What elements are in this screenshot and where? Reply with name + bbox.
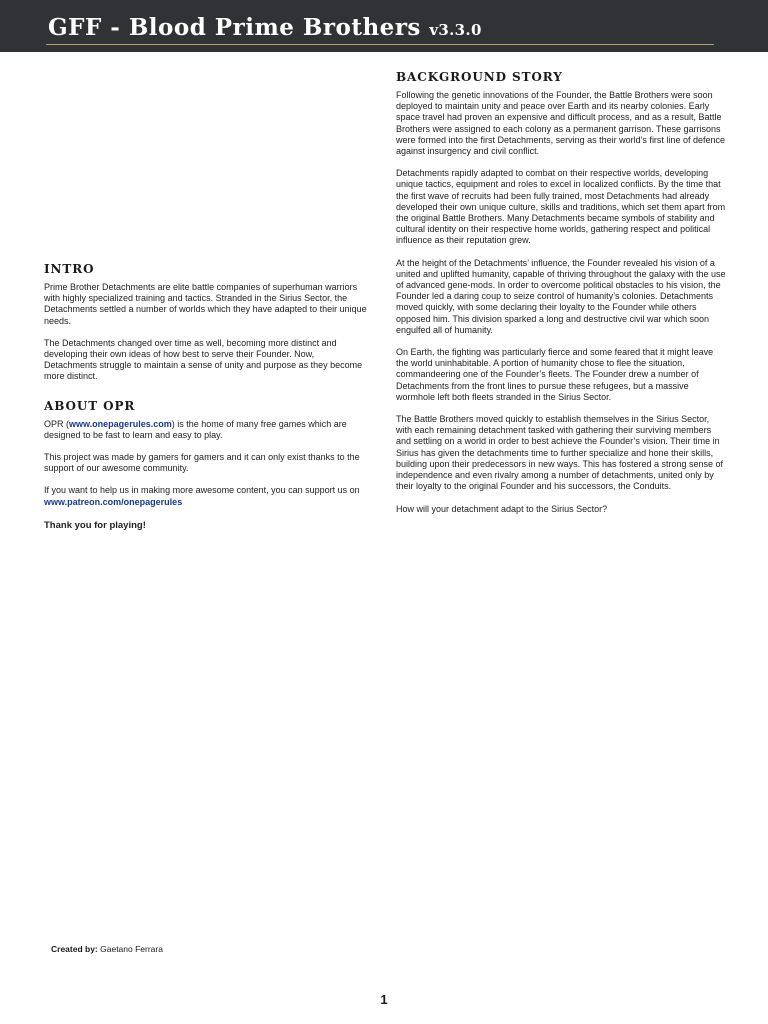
background-paragraph-4: On Earth, the fighting was particularly fierce and some feared that it might leave the world uninhabitable. A portion of humanity chose to flee the situation, commandeering one of the Founder’s fleets. The Founder drew a number of Detachments from the front lines to pursue these refugees, but a massive wormhole left both fleets stranded in the Sirius Sector. <box>396 347 714 402</box>
page-header <box>0 0 768 52</box>
about-p3-before: If you want to help us in making more awesome content, you can support us on <box>44 485 360 496</box>
background-paragraph-1: Following the genetic innovations of the Founder, the Battle Brothers were soon deployed to maintain unity and peace over Earth and its nearby colonies. Early space travel had proven an expensive and difficult process, and as a result, Battle Brothers were assigned to each colony as a permanent garrison. These garrisons were formed into the first Detachments, serving as their world’s first line of defence against insurgency and civil conflict. <box>396 90 725 157</box>
background-paragraph-6: How will your detachment adapt to the Sirius Sector? <box>396 503 608 514</box>
background-story-section <box>396 70 726 515</box>
author-credit <box>51 944 163 954</box>
document-version: v3.3.0 <box>429 21 482 39</box>
page-number: 1 <box>380 992 388 1007</box>
about-p1-before: OPR ( <box>44 418 70 429</box>
about-paragraph-2: This project was made by gamers for gamers and it can only exist thanks to the support of our awesome community. <box>44 452 360 474</box>
onepagerules-link[interactable]: www.onepagerules.com <box>69 418 172 429</box>
credit-name: Gaetano Ferrara <box>97 944 163 954</box>
about-paragraph-1 <box>44 419 369 441</box>
intro-heading: INTRO <box>44 262 95 276</box>
about-opr-heading: ABOUT OPR <box>44 398 136 413</box>
patreon-link[interactable]: www.patreon.com/onepagerules <box>44 496 183 507</box>
background-paragraph-2: Detachments rapidly adapted to combat on their respective worlds, developing unique tactics, equipment and roles to excel in localized conflicts. By the time that the first wave of recruits had been fully trained, most Detachments had already developed their own unique culture, skills and traditions, which set them apart from the original Battle Brothers. Many Detachments became symbols of stability and cultural identity on their respective home worlds, gathering respect and political influence as their reputation grew. <box>396 168 726 246</box>
background-paragraph-5: The Battle Brothers moved quickly to establish themselves in the Sirius Sector, with each remaining detachment tasked with gathering their surviving members and settling on a world in order to best achieve the Founder’s vision. Their time in Sirius has given the detachments time to further specialize and hone their skills, building upon their predecessors in new ways. This has fostered a strong sense of independence and even rivalry among a number of detachments, united only by their loyalty to the original Founder and his successors, the Conduits. <box>396 414 724 492</box>
header-rule <box>46 44 714 45</box>
background-paragraph-3: At the height of the Detachments’ influence, the Founder revealed his vision of a united and uplifted humanity, capable of thriving throughout the galaxy with the use of advanced gene-mods. In order to overcome political obstacles to his vision, the Founder led a daring coup to seize control of humanity’s colonies. Detachments moved quickly, with some declaring their loyalty to the Founder while others opposed him. This division sparked a long and destructive civil war which soon engulfed all of humanity. <box>396 257 726 335</box>
left-column <box>44 262 369 542</box>
about-paragraph-3 <box>44 485 369 507</box>
thank-you-text: Thank you for playing! <box>44 519 146 531</box>
credit-label: Created by: <box>51 944 98 954</box>
about-opr-section <box>44 399 369 531</box>
background-story-heading: BACKGROUND STORY <box>396 70 563 84</box>
intro-paragraph-1: Prime Brother Detachments are elite battle companies of superhuman warriors with highly specialized training and tactics. Stranded in the Sirius Sector, the Detachments settled a number of worlds which they have adapted to their unique needs. <box>44 282 367 326</box>
intro-paragraph-2: The Detachments changed over time as well, becoming more distinct and developing their own ideas of how best to serve their Founder. Now, Detachments struggle to maintain a sense of unity and purpose as they become more distinct. <box>44 337 363 382</box>
intro-section <box>44 262 369 383</box>
right-column <box>396 70 726 526</box>
about-p1-after: ) is the home of many free games which are designed to be fast to learn and easy to play. <box>44 418 347 440</box>
document-title-text: GFF - Blood Prime Brothers <box>48 14 421 41</box>
document-title <box>48 14 482 41</box>
